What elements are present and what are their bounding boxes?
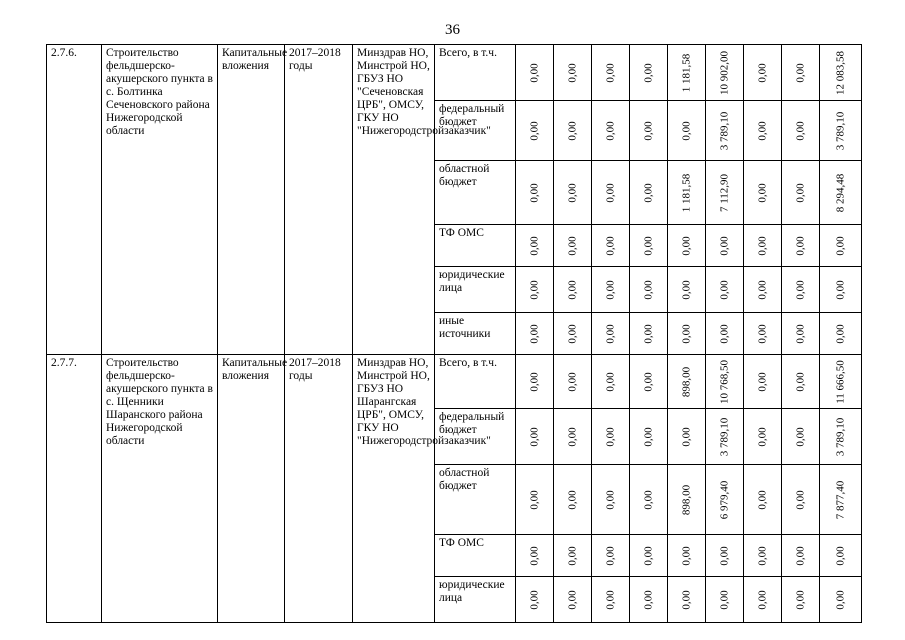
value-cell: [668, 409, 706, 465]
amount-value: 0,00: [756, 279, 768, 300]
amount-value: 0,00: [528, 371, 540, 392]
amount-value: 0,00: [718, 545, 730, 566]
value-cell: [744, 267, 782, 313]
amount-value: 0,00: [756, 545, 768, 566]
amount-value: 0,00: [528, 545, 540, 566]
amount-value: 0,00: [604, 235, 616, 256]
value-cell: [516, 535, 554, 577]
value-cell: [820, 355, 862, 409]
amount-value: 0,00: [718, 589, 730, 610]
value-cell: [820, 225, 862, 267]
value-cell: [744, 101, 782, 161]
value-cell: [554, 465, 592, 535]
section-executors: Минздрав НО, Минстрой НО, ГБУЗ НО Шарангская ЦРБ", ОМСУ, ГКУ НО "Нижегородстройзаказчик": [353, 355, 435, 623]
value-cell: [630, 313, 668, 355]
funding-source: ТФ ОМС: [435, 225, 516, 267]
value-cell: [668, 535, 706, 577]
amount-value: 0,00: [756, 235, 768, 256]
funding-source: областной бюджет: [435, 465, 516, 535]
value-cell: [668, 313, 706, 355]
amount-value: 0,00: [604, 323, 616, 344]
value-cell: [820, 161, 862, 225]
value-cell: [668, 355, 706, 409]
value-cell: [592, 465, 630, 535]
amount-value: 0,00: [718, 235, 730, 256]
value-cell: [630, 267, 668, 313]
amount-value: 0,00: [604, 589, 616, 610]
funding-source: федеральный бюджет: [435, 409, 516, 465]
funding-source: областной бюджет: [435, 161, 516, 225]
value-cell: [630, 355, 668, 409]
amount-value: 0,00: [528, 279, 540, 300]
amount-value: 0,00: [566, 545, 578, 566]
value-cell: [592, 267, 630, 313]
value-cell: [554, 313, 592, 355]
value-cell: [706, 577, 744, 623]
amount-value: 0,00: [604, 545, 616, 566]
amount-value: 0,00: [528, 235, 540, 256]
value-cell: [668, 465, 706, 535]
value-cell: [630, 577, 668, 623]
amount-value: 0,00: [528, 589, 540, 610]
amount-value: 0,00: [834, 545, 846, 566]
value-cell: [592, 313, 630, 355]
value-cell: [516, 45, 554, 101]
amount-value: 0,00: [566, 371, 578, 392]
value-cell: [706, 313, 744, 355]
amount-value: 0,00: [794, 235, 806, 256]
value-cell: [516, 465, 554, 535]
value-cell: [668, 225, 706, 267]
value-cell: [554, 45, 592, 101]
amount-value: 0,00: [566, 323, 578, 344]
page-number: 36: [445, 22, 460, 38]
table-body: [47, 45, 862, 623]
amount-value: 0,00: [756, 489, 768, 510]
value-cell: [744, 355, 782, 409]
value-cell: [516, 101, 554, 161]
amount-value: 0,00: [794, 426, 806, 447]
value-cell: [744, 535, 782, 577]
section-period: 2017–2018 годы: [285, 45, 353, 355]
value-cell: [744, 465, 782, 535]
value-cell: [554, 101, 592, 161]
section-period: 2017–2018 годы: [285, 355, 353, 623]
value-cell: [782, 577, 820, 623]
value-cell: [668, 577, 706, 623]
amount-value: 0,00: [680, 279, 692, 300]
value-cell: [782, 161, 820, 225]
value-cell: [516, 161, 554, 225]
amount-value: 0,00: [566, 589, 578, 610]
amount-value: 0,00: [680, 545, 692, 566]
amount-value: 0,00: [718, 323, 730, 344]
value-cell: [706, 45, 744, 101]
value-cell: [554, 161, 592, 225]
value-cell: [516, 577, 554, 623]
funding-source: Всего, в т.ч.: [435, 355, 516, 409]
amount-value: 3 789,10: [834, 111, 846, 150]
amount-value: 3 789,10: [718, 417, 730, 456]
amount-value: 10 902,00: [718, 50, 730, 95]
funding-source: юридические лица: [435, 267, 516, 313]
funding-source: иные источники: [435, 313, 516, 355]
amount-value: 0,00: [794, 62, 806, 83]
section-type: Капитальные вложения: [218, 355, 285, 623]
amount-value: 0,00: [718, 279, 730, 300]
amount-value: 0,00: [642, 489, 654, 510]
value-cell: [516, 313, 554, 355]
table-row: [47, 45, 862, 101]
amount-value: 0,00: [756, 371, 768, 392]
value-cell: [554, 267, 592, 313]
value-cell: [706, 267, 744, 313]
section-type: Капитальные вложения: [218, 45, 285, 355]
amount-value: 0,00: [528, 62, 540, 83]
value-cell: [820, 101, 862, 161]
amount-value: 0,00: [604, 489, 616, 510]
value-cell: [516, 267, 554, 313]
amount-value: 0,00: [566, 62, 578, 83]
amount-value: 898,00: [680, 484, 692, 515]
value-cell: [668, 161, 706, 225]
section-executors: Минздрав НО, Минстрой НО, ГБУЗ НО "Сеченовская ЦРБ", ОМСУ, ГКУ НО "Нижегородстройзаказчик": [353, 45, 435, 355]
value-cell: [782, 45, 820, 101]
amount-value: 898,00: [680, 366, 692, 397]
value-cell: [744, 225, 782, 267]
amount-value: 0,00: [680, 120, 692, 141]
amount-value: 0,00: [680, 589, 692, 610]
section-code: 2.7.6.: [47, 45, 102, 355]
amount-value: 8 294,48: [834, 173, 846, 212]
value-cell: [630, 409, 668, 465]
amount-value: 0,00: [642, 371, 654, 392]
value-cell: [782, 225, 820, 267]
amount-value: 1 181,58: [680, 53, 692, 92]
amount-value: 0,00: [794, 489, 806, 510]
amount-value: 0,00: [794, 279, 806, 300]
value-cell: [630, 225, 668, 267]
amount-value: 0,00: [528, 182, 540, 203]
amount-value: 0,00: [604, 279, 616, 300]
value-cell: [744, 161, 782, 225]
value-cell: [668, 101, 706, 161]
amount-value: 7 877,40: [834, 480, 846, 519]
value-cell: [706, 465, 744, 535]
value-cell: [820, 535, 862, 577]
amount-value: 0,00: [528, 323, 540, 344]
value-cell: [630, 161, 668, 225]
amount-value: 12 083,58: [834, 50, 846, 95]
value-cell: [782, 535, 820, 577]
value-cell: [554, 535, 592, 577]
budget-table: [46, 44, 862, 623]
amount-value: 0,00: [756, 426, 768, 447]
value-cell: [592, 577, 630, 623]
amount-value: 0,00: [642, 120, 654, 141]
amount-value: 0,00: [566, 489, 578, 510]
amount-value: 0,00: [604, 426, 616, 447]
amount-value: 1 181,58: [680, 173, 692, 212]
amount-value: 0,00: [834, 589, 846, 610]
amount-value: 0,00: [642, 545, 654, 566]
amount-value: 0,00: [566, 182, 578, 203]
table-row: [47, 355, 862, 409]
amount-value: 0,00: [680, 235, 692, 256]
value-cell: [706, 355, 744, 409]
value-cell: [592, 355, 630, 409]
value-cell: [592, 535, 630, 577]
amount-value: 0,00: [756, 182, 768, 203]
section-code: 2.7.7.: [47, 355, 102, 623]
value-cell: [820, 313, 862, 355]
section-name: Строительство фельдшерско-акушерского пункта в с. Щенники Шаранского района Нижегородской области: [102, 355, 218, 623]
value-cell: [820, 267, 862, 313]
value-cell: [516, 225, 554, 267]
value-cell: [706, 101, 744, 161]
amount-value: 0,00: [604, 371, 616, 392]
value-cell: [592, 101, 630, 161]
amount-value: 0,00: [642, 235, 654, 256]
value-cell: [744, 409, 782, 465]
value-cell: [630, 101, 668, 161]
amount-value: 0,00: [604, 62, 616, 83]
value-cell: [782, 101, 820, 161]
amount-value: 0,00: [566, 235, 578, 256]
amount-value: 0,00: [528, 489, 540, 510]
amount-value: 0,00: [794, 589, 806, 610]
value-cell: [782, 409, 820, 465]
value-cell: [706, 409, 744, 465]
value-cell: [630, 535, 668, 577]
value-cell: [592, 161, 630, 225]
amount-value: 0,00: [604, 120, 616, 141]
amount-value: 11 666,50: [834, 359, 846, 404]
amount-value: 0,00: [794, 545, 806, 566]
value-cell: [782, 465, 820, 535]
value-cell: [820, 577, 862, 623]
amount-value: 0,00: [680, 426, 692, 447]
value-cell: [516, 409, 554, 465]
amount-value: 0,00: [642, 589, 654, 610]
value-cell: [744, 313, 782, 355]
value-cell: [554, 355, 592, 409]
amount-value: 0,00: [566, 426, 578, 447]
value-cell: [554, 225, 592, 267]
amount-value: 0,00: [756, 120, 768, 141]
amount-value: 6 979,40: [718, 480, 730, 519]
amount-value: 0,00: [642, 426, 654, 447]
value-cell: [554, 409, 592, 465]
value-cell: [820, 409, 862, 465]
value-cell: [782, 313, 820, 355]
amount-value: 0,00: [756, 589, 768, 610]
value-cell: [592, 45, 630, 101]
amount-value: 0,00: [642, 279, 654, 300]
value-cell: [706, 225, 744, 267]
value-cell: [820, 45, 862, 101]
value-cell: [630, 45, 668, 101]
amount-value: 7 112,90: [718, 173, 730, 212]
amount-value: 0,00: [834, 323, 846, 344]
value-cell: [782, 355, 820, 409]
funding-source: Всего, в т.ч.: [435, 45, 516, 101]
amount-value: 0,00: [834, 279, 846, 300]
value-cell: [554, 577, 592, 623]
amount-value: 0,00: [680, 323, 692, 344]
value-cell: [744, 45, 782, 101]
amount-value: 0,00: [756, 62, 768, 83]
amount-value: 0,00: [794, 371, 806, 392]
amount-value: 10 768,50: [718, 359, 730, 404]
amount-value: 0,00: [794, 182, 806, 203]
amount-value: 0,00: [756, 323, 768, 344]
value-cell: [668, 267, 706, 313]
amount-value: 0,00: [794, 120, 806, 141]
amount-value: 0,00: [642, 323, 654, 344]
value-cell: [668, 45, 706, 101]
amount-value: 0,00: [794, 323, 806, 344]
funding-source: ТФ ОМС: [435, 535, 516, 577]
value-cell: [516, 355, 554, 409]
value-cell: [782, 267, 820, 313]
value-cell: [630, 465, 668, 535]
funding-source: федеральный бюджет: [435, 101, 516, 161]
value-cell: [706, 535, 744, 577]
value-cell: [744, 577, 782, 623]
amount-value: 3 789,10: [718, 111, 730, 150]
amount-value: 0,00: [566, 279, 578, 300]
value-cell: [592, 225, 630, 267]
value-cell: [820, 465, 862, 535]
amount-value: 3 789,10: [834, 417, 846, 456]
value-cell: [706, 161, 744, 225]
amount-value: 0,00: [528, 426, 540, 447]
amount-value: 0,00: [642, 182, 654, 203]
amount-value: 0,00: [834, 235, 846, 256]
amount-value: 0,00: [604, 182, 616, 203]
amount-value: 0,00: [528, 120, 540, 141]
funding-source: юридические лица: [435, 577, 516, 623]
amount-value: 0,00: [566, 120, 578, 141]
section-name: Строительство фельдшерско-акушерского пункта в с. Болтинка Сеченовского района Нижегородской области: [102, 45, 218, 355]
value-cell: [592, 409, 630, 465]
amount-value: 0,00: [642, 62, 654, 83]
